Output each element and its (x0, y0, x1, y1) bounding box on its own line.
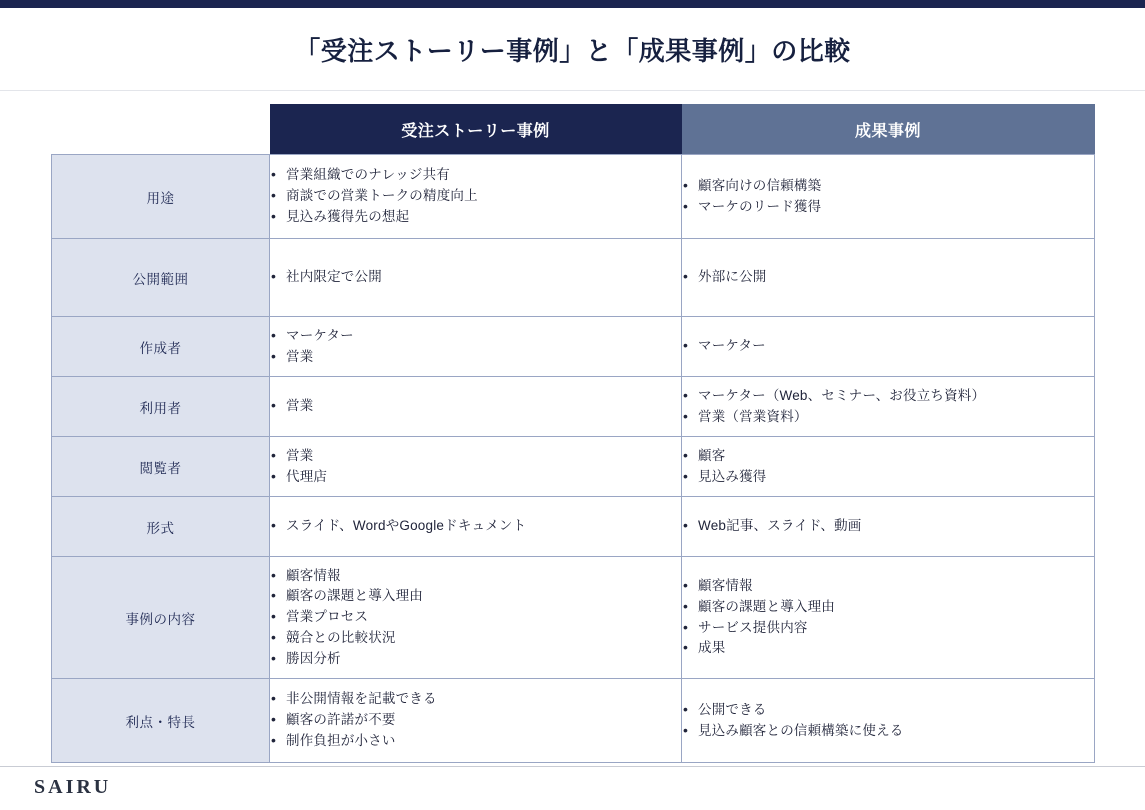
row-cell-result (682, 557, 1095, 679)
list-item: • 代理店 (270, 467, 681, 488)
row-cell-story (270, 679, 682, 763)
title-area (0, 8, 1145, 91)
column-header-story: 受注ストーリー事例 (270, 104, 682, 155)
bullet-list (270, 689, 681, 751)
list-item: • 公開できる (682, 700, 1094, 721)
bullet-list (682, 176, 1094, 218)
list-item: • 営業プロセス (270, 607, 681, 628)
bullet-list (270, 516, 681, 537)
row-cell-result (682, 679, 1095, 763)
bullet-list (270, 396, 681, 417)
bullet-list (682, 516, 1094, 537)
list-item: • マーケター（Web、セミナー、お役立ち資料） (682, 386, 1094, 407)
row-label: 作成者 (52, 317, 270, 377)
list-item: • 競合との比較状況 (270, 628, 681, 649)
bullet-list (682, 446, 1094, 488)
list-item: • 顧客情報 (682, 576, 1094, 597)
list-item: • 営業 (270, 446, 681, 467)
column-header-result: 成果事例 (682, 104, 1095, 155)
list-item: • サービス提供内容 (682, 618, 1094, 639)
list-item: • 見込み獲得 (682, 467, 1094, 488)
row-label: 利用者 (52, 377, 270, 437)
bullet-list (682, 576, 1094, 659)
table-row (52, 679, 1095, 763)
table-row (52, 377, 1095, 437)
list-item: • 顧客 (682, 446, 1094, 467)
list-item: • マーケター (270, 326, 681, 347)
bullet-list (682, 336, 1094, 357)
row-cell-story (270, 437, 682, 497)
page-title: 「受注ストーリー事例」と「成果事例」の比較 (294, 35, 851, 66)
slide-footer (0, 766, 1145, 810)
bullet-list (682, 386, 1094, 428)
row-label: 形式 (52, 497, 270, 557)
list-item: • スライド、WordやGoogleドキュメント (270, 516, 681, 537)
bullet-list (270, 165, 681, 227)
row-label: 事例の内容 (52, 557, 270, 679)
row-cell-result (682, 155, 1095, 239)
list-item: • 外部に公開 (682, 267, 1094, 288)
list-item: • 勝因分析 (270, 649, 681, 670)
bullet-list (270, 267, 681, 288)
row-cell-result (682, 239, 1095, 317)
list-item: • 社内限定で公開 (270, 267, 681, 288)
list-item: • マーケのリード獲得 (682, 197, 1094, 218)
list-item: • 営業（営業資料） (682, 407, 1094, 428)
list-item: • 顧客向けの信頼構築 (682, 176, 1094, 197)
bullet-list (682, 267, 1094, 288)
list-item: • 見込み獲得先の想起 (270, 207, 681, 228)
top-accent-bar (0, 0, 1145, 8)
table-body (52, 155, 1095, 763)
list-item: • 営業組織でのナレッジ共有 (270, 165, 681, 186)
row-cell-story (270, 557, 682, 679)
list-item: • 見込み顧客との信頼構築に使える (682, 721, 1094, 742)
table-row (52, 437, 1095, 497)
table-header (52, 104, 1095, 155)
list-item: • 顧客の許諾が不要 (270, 710, 681, 731)
row-label: 閲覧者 (52, 437, 270, 497)
row-label: 用途 (52, 155, 270, 239)
table-header-row (52, 104, 1095, 155)
row-label: 利点・特長 (52, 679, 270, 763)
list-item: • 非公開情報を記載できる (270, 689, 681, 710)
row-cell-result (682, 437, 1095, 497)
table-row (52, 557, 1095, 679)
bullet-list (682, 700, 1094, 742)
table-row (52, 239, 1095, 317)
bullet-list (270, 566, 681, 670)
row-label: 公開範囲 (52, 239, 270, 317)
list-item: • 顧客の課題と導入理由 (682, 597, 1094, 618)
row-cell-story (270, 497, 682, 557)
table-row (52, 317, 1095, 377)
row-cell-result (682, 317, 1095, 377)
table-row (52, 155, 1095, 239)
comparison-table-wrap (0, 91, 1145, 763)
brand-logo: SAIRU (34, 776, 112, 798)
row-cell-story (270, 377, 682, 437)
list-item: • Web記事、スライド、動画 (682, 516, 1094, 537)
row-cell-story (270, 317, 682, 377)
list-item: • 顧客の課題と導入理由 (270, 586, 681, 607)
row-cell-result (682, 377, 1095, 437)
comparison-table (51, 104, 1095, 763)
list-item: • マーケター (682, 336, 1094, 357)
bullet-list (270, 326, 681, 368)
row-cell-story (270, 155, 682, 239)
list-item: • 顧客情報 (270, 566, 681, 587)
list-item: • 制作負担が小さい (270, 731, 681, 752)
bullet-list (270, 446, 681, 488)
row-cell-story (270, 239, 682, 317)
list-item: • 成果 (682, 638, 1094, 659)
list-item: • 営業 (270, 396, 681, 417)
table-row (52, 497, 1095, 557)
row-cell-result (682, 497, 1095, 557)
list-item: • 営業 (270, 347, 681, 368)
table-corner-cell (52, 104, 270, 155)
list-item: • 商談での営業トークの精度向上 (270, 186, 681, 207)
